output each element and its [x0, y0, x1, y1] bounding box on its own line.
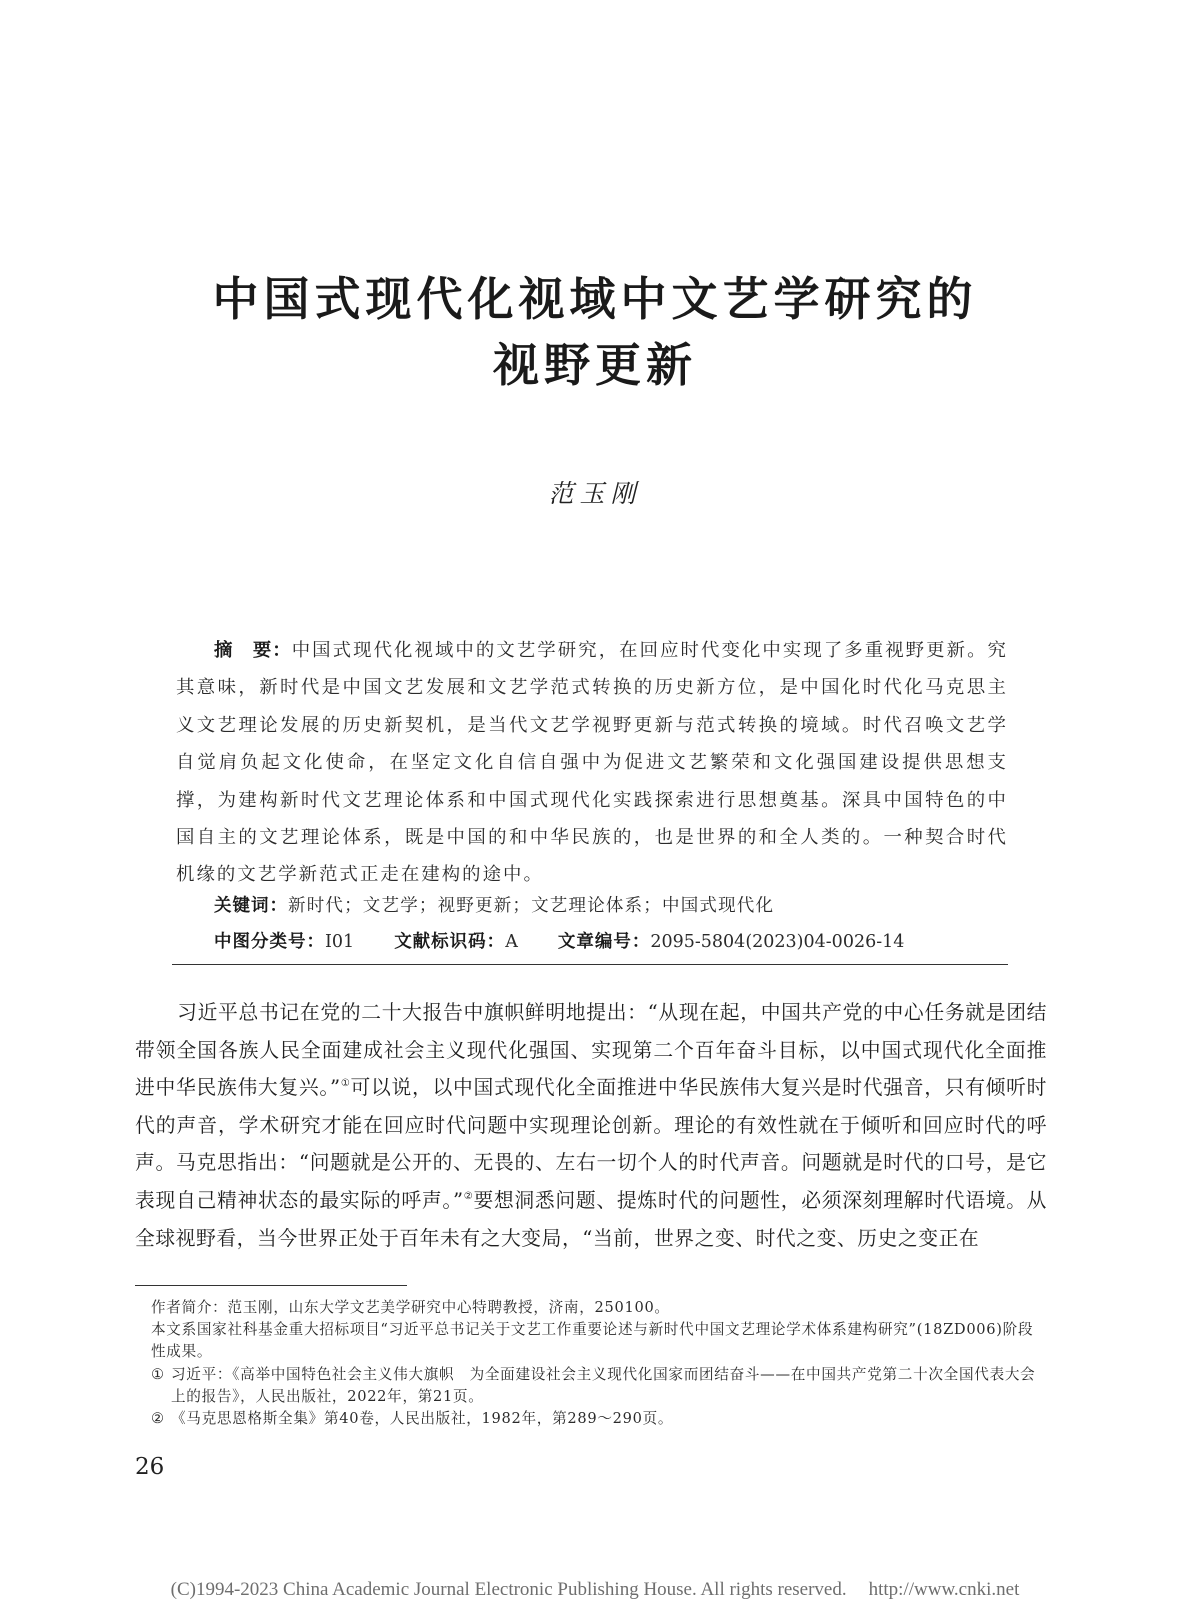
author-name: 范玉刚: [548, 479, 642, 508]
body-paragraph: [135, 994, 1047, 1257]
footnote-2: [135, 1408, 1047, 1430]
copyright-text: (C)1994-2023 China Academic Journal Electronic Publishing House. All rights reserved.: [170, 1579, 847, 1600]
copyright-watermark: [0, 1579, 1190, 1601]
body-text-part-2: 可以说，以中国式现代化全面推进中华民族伟大复兴是时代强音，只有倾听时代的声音，学术研究才能在回应时代问题中实现理论创新。理论的有效性就在于倾听和回应时代的呼声。马克思指出：“问题就是公开的、无畏的、左右一切个人的时代声音。问题就是时代的口号，是它表现自己精神状态的最实际的呼声。”: [135, 1076, 1047, 1212]
footnote-ref-2[interactable]: ②: [463, 1190, 474, 1202]
funding-note: 本文系国家社科基金重大招标项目“习近平总书记关于文艺工作重要论述与新时代中国文艺理论学术体系建构研究”(18ZD006)阶段性成果。: [151, 1321, 1034, 1361]
author-intro-note: 作者简介：范玉刚，山东大学文艺美学研究中心特聘教授，济南，250100。: [151, 1299, 670, 1316]
keywords-text: 新时代；文艺学；视野更新；文艺理论体系；中国式现代化: [288, 896, 775, 916]
classification-line: [214, 928, 1014, 953]
page-number: 26: [135, 1454, 165, 1480]
doc-code-label: 文献标识码：: [394, 932, 506, 952]
article-title-line-2: 视野更新: [493, 338, 697, 392]
abstract: [176, 632, 1008, 894]
body-text-part-3: 要想洞悉问题、提炼时代的问题性，必须深刻理解时代语境。从全球视野看，当今世界正处于百年未有之大变局，“当前，世界之变、时代之变、历史之变正在: [135, 1188, 1048, 1250]
footnote-2-text: 《马克思恩格斯全集》第40卷，人民出版社，1982年，第289～290页。: [171, 1410, 674, 1428]
cnki-url: http://www.cnki.net: [868, 1579, 1020, 1600]
article-title-line-1: 中国式现代化视域中文艺学研究的: [212, 272, 978, 326]
clc-value: I01: [325, 932, 355, 952]
footnote-1: [135, 1364, 1047, 1408]
footnote-1-marker: ①: [151, 1365, 165, 1383]
abstract-text: 中国式现代化视域中的文艺学研究，在回应时代变化中实现了多重视野更新。究其意味，新时代是中国文艺发展和文艺学范式转换的历史新方位，是中国化时代化马克思主义文艺理论发展的历史新契机，是当代文艺学视野更新与范式转换的境域。时代召唤文艺学自觉肩负起文化使命，在坚定文化自信自强中为促进文艺繁荣和文化强国建设提供思想支撑，为建构新时代文艺理论体系和中国式现代化实践探索进行思想奠基。深具中国特色的中国自主的文艺理论体系，既是中国的和中华民族的，也是世界的和全人类的。一种契合时代机缘的文艺学新范式正走在建构的途中。: [176, 640, 1008, 886]
footnotes: [135, 1297, 1047, 1430]
abstract-divider: [172, 964, 1008, 965]
clc-label: 中图分类号：: [214, 932, 325, 952]
footnote-2-marker: ②: [151, 1410, 165, 1428]
keywords: [214, 892, 1014, 917]
footnote-ref-1[interactable]: ①: [340, 1078, 351, 1090]
article-number-label: 文章编号：: [557, 932, 651, 952]
doc-code-value: A: [505, 932, 518, 952]
abstract-label: 摘 要：: [214, 640, 292, 661]
body-text-part-1: 习近平总书记在党的二十大报告中旗帜鲜明地提出：“从现在起，中国共产党的中心任务就是团结带领全国各族人民全面建成社会主义现代化强国、实现第二个百年奋斗目标，以中国式现代化全面推进中华民族伟大复兴。”: [135, 1001, 1047, 1100]
keywords-label: 关键词：: [214, 896, 288, 916]
footnote-1-text: 习近平：《高举中国特色社会主义伟大旗帜 为全面建设社会主义现代化国家而团结奋斗——在中国共产党第二十次全国代表大会上的报告》，人民出版社，2022年，第21页。: [171, 1365, 1036, 1405]
footnote-divider: [135, 1285, 407, 1286]
article-number-value: 2095-5804(2023)04-0026-14: [650, 932, 905, 952]
